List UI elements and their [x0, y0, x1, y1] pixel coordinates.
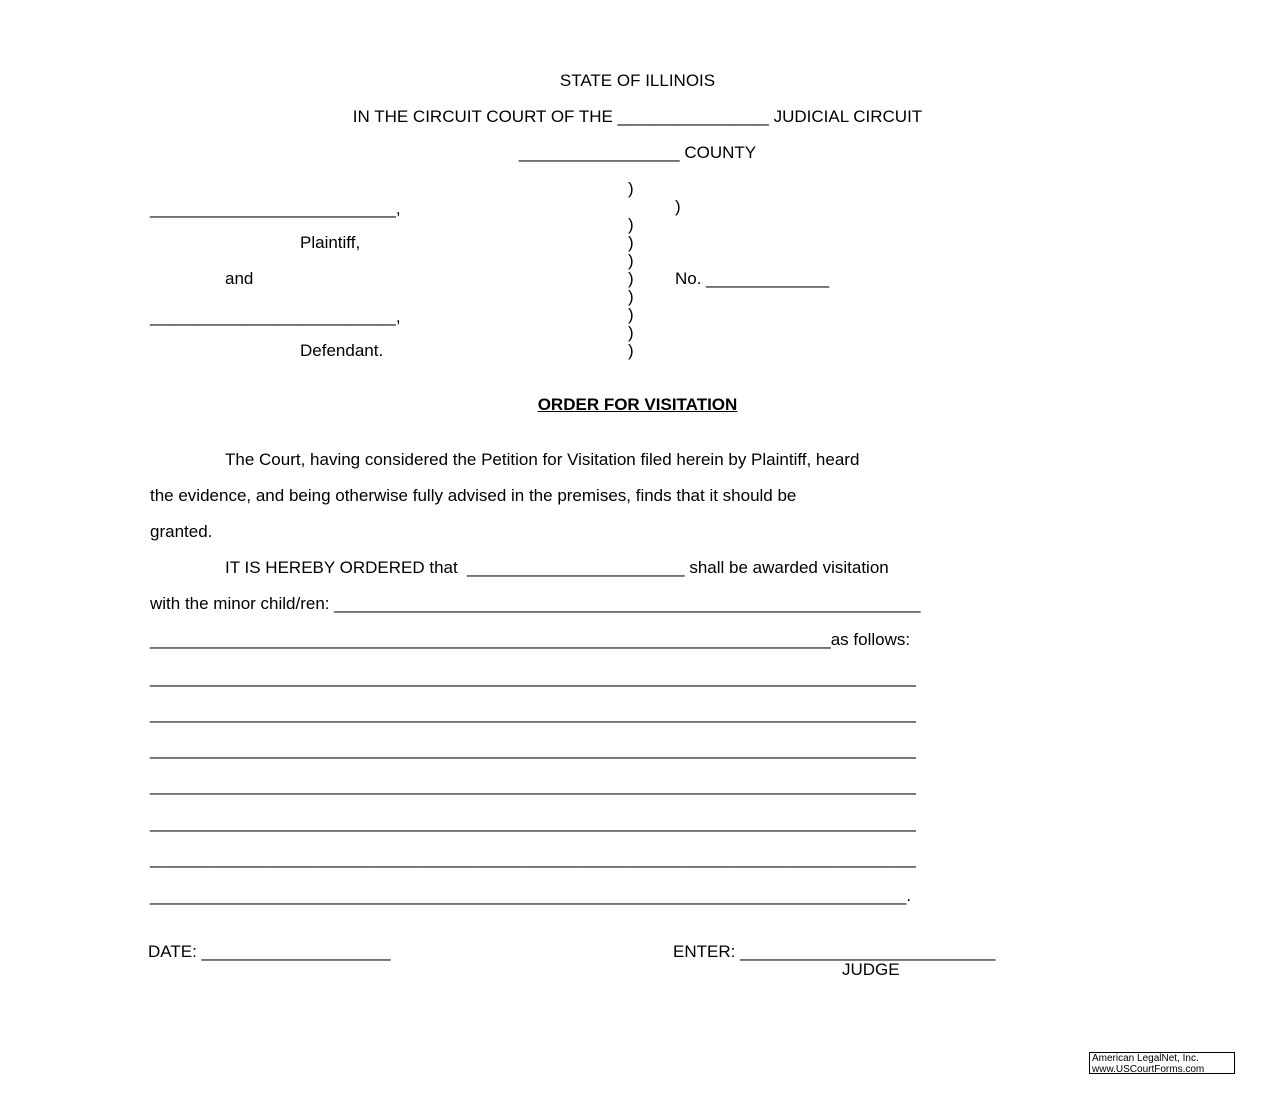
bracket-paren: ) [628, 215, 634, 234]
findings-line-3: granted. [150, 522, 213, 541]
bracket-paren: ) [675, 197, 681, 216]
plaintiff-name-blank: __________________________, [150, 199, 401, 218]
terms-blank-line: _________________________________________________________________________________ [150, 776, 916, 795]
judge-signature-field: ENTER: ___________________________ [673, 942, 996, 961]
bracket-paren: ) [628, 305, 634, 324]
order-title: ORDER FOR VISITATION [537, 395, 738, 414]
ordered-line-1: IT IS HEREBY ORDERED that _______________________ shall be awarded visitation [225, 558, 889, 577]
bracket-paren: ) [628, 323, 634, 342]
publisher-name: American LegalNet, Inc. [1092, 1053, 1199, 1064]
findings-line-1: The Court, having considered the Petition for Visitation filed herein by Plaintiff, heard [225, 450, 860, 469]
case-number: No. _____________ [675, 269, 830, 288]
terms-blank-line: _________________________________________________________________________________ [150, 668, 916, 687]
terms-blank-line: _________________________________________________________________________________ [150, 740, 916, 759]
findings-line-2: the evidence, and being otherwise fully advised in the premises, finds that it should be [150, 486, 797, 505]
terms-blank-line: _________________________________________________________________________________ [150, 704, 916, 723]
judge-label: JUDGE [842, 960, 900, 979]
bracket-paren: ) [628, 251, 634, 270]
date-field: DATE: ____________________ [148, 942, 391, 961]
county-line: _________________ COUNTY [518, 143, 757, 162]
terms-blank-line: _________________________________________________________________________________ [150, 849, 916, 868]
circuit-line: IN THE CIRCUIT COURT OF THE ________________ JUDICIAL CIRCUIT [352, 107, 923, 126]
bracket-paren: ) [628, 179, 634, 198]
publisher-stamp [1089, 1052, 1235, 1074]
defendant-label: Defendant. [300, 341, 384, 360]
bracket-paren: ) [628, 233, 634, 252]
plaintiff-label: Plaintiff, [300, 233, 361, 252]
ordered-line-2: with the minor child/ren: ______________________________________________________________ [150, 594, 921, 613]
bracket-paren: ) [628, 341, 634, 360]
bracket-paren: ) [628, 287, 634, 306]
bracket-paren: ) [628, 269, 634, 288]
terms-blank-line: _________________________________________________________________________________ [150, 813, 916, 832]
and-label: and [225, 269, 254, 288]
publisher-url: www.USCourtForms.com [1092, 1064, 1205, 1075]
state-heading: STATE OF ILLINOIS [559, 71, 716, 90]
terms-final-line: ________________________________________________________________________________. [150, 886, 912, 905]
ordered-line-3: ________________________________________________________________________as follows: [150, 630, 911, 649]
defendant-name-blank: __________________________, [150, 307, 401, 326]
